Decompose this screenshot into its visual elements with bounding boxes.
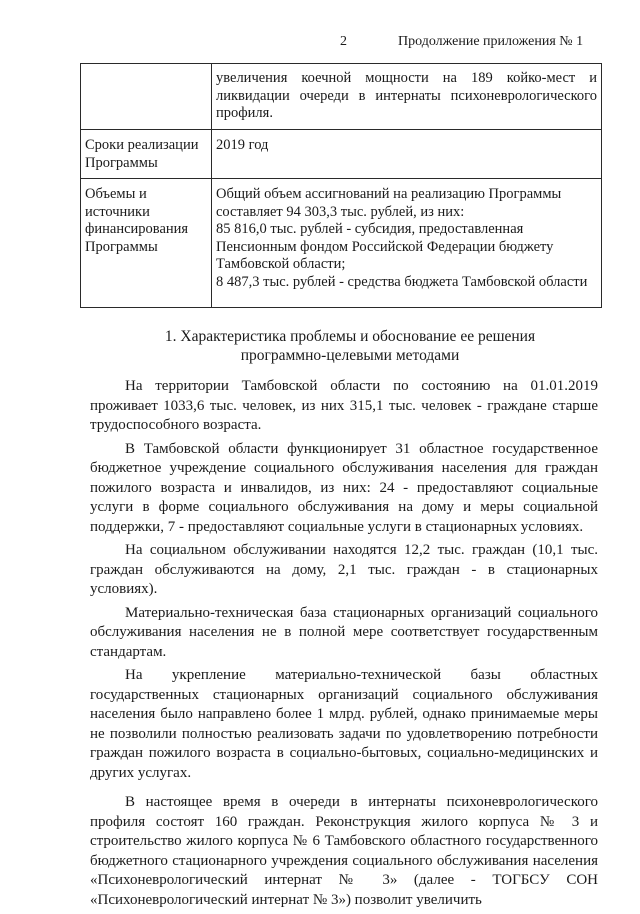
body-text xyxy=(90,377,598,914)
appendix-continuation-label: Продолжение приложения № 1 xyxy=(398,34,584,49)
funding-total-line: Общий объем ассигнований на реализацию Программы составляет 94 303,3 тыс. рублей, из них: xyxy=(216,186,562,220)
table-cell-value xyxy=(212,179,602,308)
section-title xyxy=(90,327,610,365)
paragraph: На территории Тамбовской области по состоянию на 01.01.2019 проживает 1033,6 тыс. человек, из них 315,1 тыс. человек - граждане старше трудоспособного возраста. xyxy=(90,378,598,433)
paragraph: На укрепление материально-технической базы областных государственных стационарных организаций социального обслуживания населения было направлено более 1 млрд. рублей, однако принимаемые меры не позволили полностью реализовать задачи по удовлетворению потребности граждан пожилого возраста в социально-бытовых, социально-медицинских и других услугах. xyxy=(90,667,598,781)
page-header xyxy=(0,34,640,54)
table-cell-value: увеличения коечной мощности на 189 койко-мест и ликвидации очереди в интернаты психоневрологического профиля. xyxy=(212,64,602,130)
table-cell-label xyxy=(81,64,212,130)
section-title-line: 1. Характеристика проблемы и обоснование ее решения xyxy=(164,328,536,345)
funding-regional-line: 8 487,3 тыс. рублей - средства бюджета Тамбовской области xyxy=(216,273,588,290)
paragraph: В Тамбовской области функционирует 31 областное государственное бюджетное учреждение социального обслуживания населения для граждан пожилого возраста и инвалидов, из них: 24 - предоставляют социальные услуги в форме социального обслуживания на дому и меры социальной поддержки, 7 - предоставляют социальные услуги в стационарных условиях. xyxy=(90,440,598,535)
paragraph: Материально-техническая база стационарных организаций социального обслуживания населения не в полной мере соответствует государственным стандартам. xyxy=(90,604,598,660)
funding-subsidy-line: 85 816,0 тыс. рублей - субсидия, предоставленная Пенсионным фондом Российской Федерации бюджету Тамбовской области; xyxy=(216,221,554,272)
page-number: 2 xyxy=(340,34,347,49)
paragraph: На социальном обслуживании находятся 12,2 тыс. граждан (10,1 тыс. граждан обслуживаются на дому, 2,1 тыс. граждан - в стационарных условиях). xyxy=(90,542,598,597)
table-row xyxy=(81,130,602,179)
table-row xyxy=(81,179,602,308)
table-cell-value: 2019 год xyxy=(212,130,602,179)
paragraph: В настоящее время в очереди в интернаты психоневрологического профиля состоят 160 граждан. Реконструкция жилого корпуса № 3 и строительство жилого корпуса № 6 Тамбовского областного государственного бюджетного стационарного учреждения социального обслуживания населения «Психоневрологический интернат № 3» (далее - ТОГБСУ СОН «Психоневрологический интернат № 3») позволит увеличить xyxy=(90,794,598,908)
table-cell-label: Сроки реализации Программы xyxy=(81,130,212,179)
table-cell-label: Объемы и источники финансирования Программы xyxy=(81,179,212,308)
section-title-line: программно-целевыми методами xyxy=(240,347,460,364)
program-passport-table xyxy=(80,63,602,308)
table-row xyxy=(81,64,602,130)
